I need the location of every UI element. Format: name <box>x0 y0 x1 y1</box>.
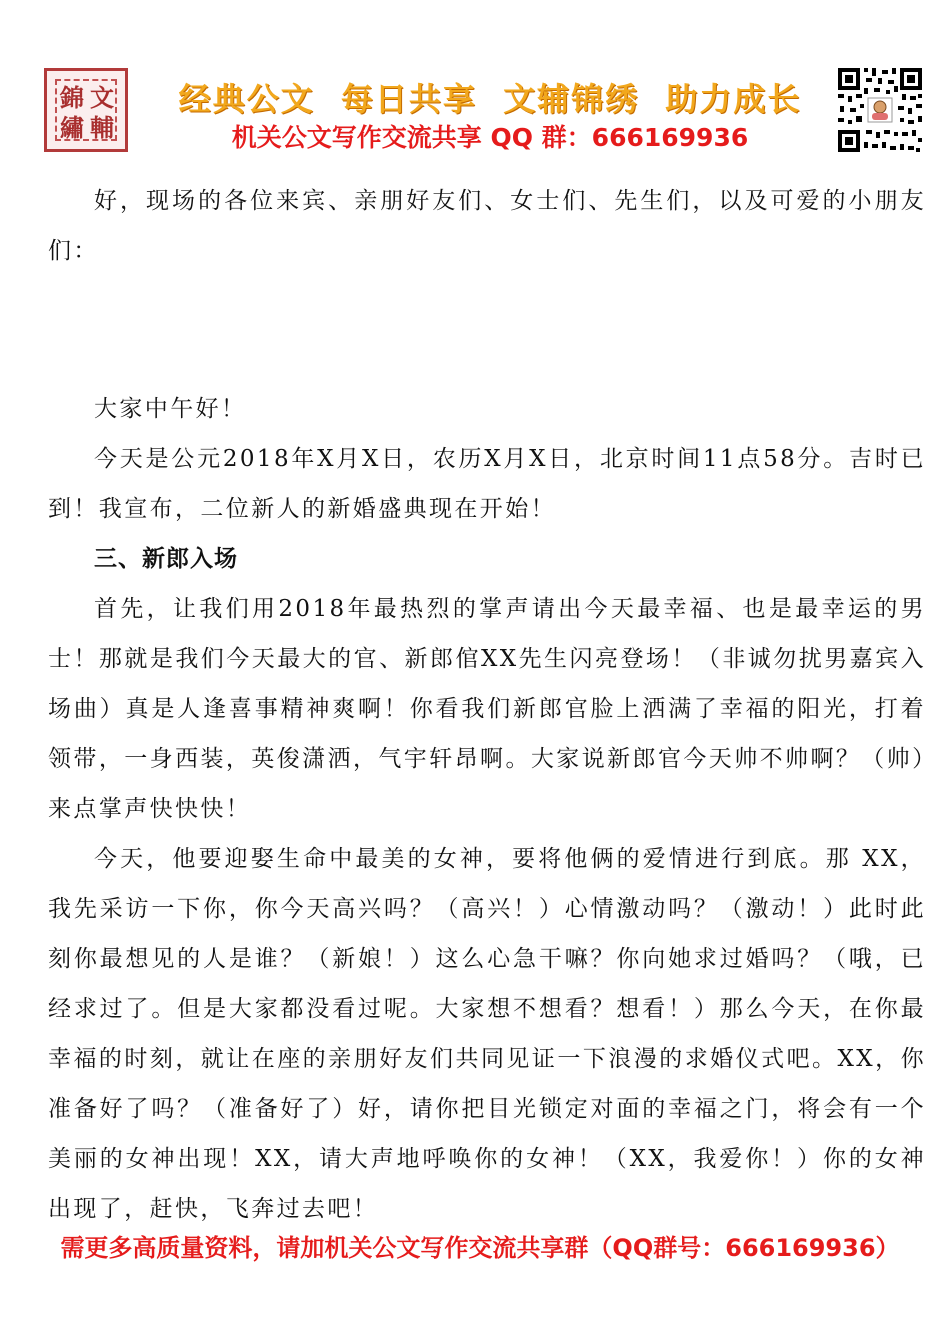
header-slogan: 经典公文 每日共享 文辅锦绣 助力成长 <box>178 80 802 118</box>
footer-promo: 需更多高质量资料，请加机关公文写作交流共享群（QQ群号：666169936） <box>60 1234 900 1262</box>
ceremony-start-paragraph: 今天是公元2018年X月X日，农历X月X日，北京时间11点58分。吉时已到！我宣布，二位新人的新婚盛典现在开始！ <box>48 446 926 522</box>
greeting-paragraph: 好，现场的各位来宾、亲朋好友们、女士们、先生们，以及可爱的小朋友们： <box>48 188 926 264</box>
proposal-paragraph: 今天，他要迎娶生命中最美的女神，要将他俩的爱情进行到底。那 XX，我先采访一下你，你今天高兴吗？（高兴！）心情激动吗？（激动！）此时此刻你最想见的人是谁？（新娘！）这么心急干嘛？你向她求过婚吗？（哦，已经求过了。但是大家都没看过呢。大家想不想看？想看！）那么今天，在你最幸福的时刻，就让在座的亲朋好友们共同见证一下浪漫的求婚仪式吧。XX，你准备好了吗？（准备好了）好，请你把目光锁定对面的幸福之门，将会有一个美丽的女神出现！XX，请大声地呼唤你的女神！（XX，我爱你！）你的女神出现了，赶快，飞奔过去吧！ <box>48 846 926 1222</box>
seal-char-1: 錦 <box>60 83 84 112</box>
good-afternoon-paragraph: 大家中午好！ <box>94 396 247 422</box>
groom-entrance-paragraph: 首先，让我们用2018年最热烈的掌声请出今天最幸福、也是最幸运的男士！那就是我们今天最大的官、新郎倌XX先生闪亮登场！（非诚勿扰男嘉宾入场曲）真是人逢喜事精神爽啊！你看我们新郎官脸上洒满了幸福的阳光，打着领带，一身西装，英俊潇洒，气宇轩昂啊。大家说新郎官今天帅不帅啊？（帅）来点掌声快快快！ <box>48 596 926 822</box>
document-body <box>48 176 926 1234</box>
seal-char-4: 輔 <box>90 113 114 142</box>
section-heading: 三、新郎入场 <box>94 546 238 572</box>
seal-char-3: 繡 <box>60 113 84 142</box>
seal-char-2: 文 <box>90 83 114 112</box>
qr-code-icon <box>836 66 924 154</box>
header-group-line: 机关公文写作交流共享 QQ 群：666169936 <box>231 123 749 152</box>
header-banner <box>0 0 950 160</box>
blank-space <box>48 276 926 384</box>
seal-logo <box>44 68 128 152</box>
